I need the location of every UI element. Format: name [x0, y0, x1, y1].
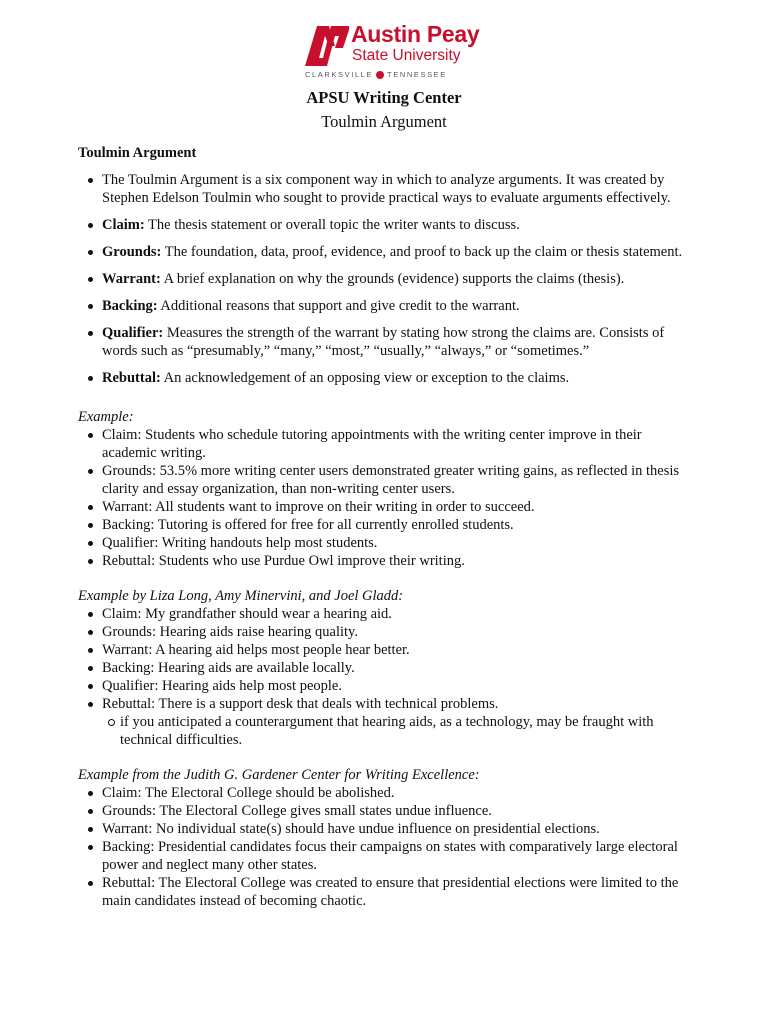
item-term: Grounds:	[102, 244, 162, 260]
list-item: Backing: Presidential candidates focus their campaigns on states with comparatively large electoral power and neglect many other states.	[78, 838, 698, 874]
list-item	[78, 171, 698, 207]
sub-list	[102, 713, 698, 749]
item-term: Warrant:	[102, 271, 161, 287]
list-item	[78, 324, 698, 360]
example-heading: Example:	[78, 409, 134, 425]
item-text: Additional reasons that support and give credit to the warrant.	[157, 298, 520, 314]
logo-location-dot-icon	[376, 71, 384, 79]
item-text: The thesis statement or overall topic the writer wants to discuss.	[144, 217, 520, 233]
list-item: Claim: Students who schedule tutoring appointments with the writing center improve in their academic writing.	[78, 426, 698, 462]
example-list	[78, 784, 698, 910]
logo-location-city: CLARKSVILLE	[305, 70, 374, 79]
page-title: APSU Writing Center	[306, 88, 462, 107]
list-item: Qualifier: Hearing aids help most people.	[78, 677, 698, 695]
list-item: Qualifier: Writing handouts help most students.	[78, 534, 698, 552]
logo-location	[305, 70, 470, 80]
page-subtitle: Toulmin Argument	[321, 112, 447, 131]
list-item	[78, 369, 698, 387]
item-term: Backing:	[102, 298, 158, 314]
list-item: Claim: My grandfather should wear a hearing aid.	[78, 605, 698, 623]
ap-logo-mark-icon	[305, 26, 349, 66]
list-item	[78, 695, 698, 749]
list-item: Rebuttal: The Electoral College was created to ensure that presidential elections were limited to the main candidates instead of becoming chaotic.	[78, 874, 698, 910]
example-heading: Example by Liza Long, Amy Minervini, and Joel Gladd:	[78, 588, 404, 604]
list-item	[78, 270, 698, 288]
section-heading: Toulmin Argument	[78, 145, 197, 161]
example-heading: Example from the Judith G. Gardener Center for Writing Excellence:	[78, 767, 480, 783]
item-term: Claim:	[102, 217, 145, 233]
list-item: Grounds: 53.5% more writing center users demonstrated greater writing gains, as reflected in thesis clarity and essay organization, than non-writing center users.	[78, 462, 698, 498]
list-item: Rebuttal: Students who use Purdue Owl improve their writing.	[78, 552, 698, 570]
example-list	[78, 426, 698, 570]
item-term: Qualifier:	[102, 325, 164, 341]
item-text: A brief explanation on why the grounds (evidence) supports the claims (thesis).	[160, 271, 625, 287]
list-item: Backing: Tutoring is offered for free for all currently enrolled students.	[78, 516, 698, 534]
item-text: The Toulmin Argument is a six component way in which to analyze arguments. It was created by Stephen Edelson Toulmin who sought to provide practical ways to evaluate arguments effectively.	[102, 172, 671, 206]
list-item: Backing: Hearing aids are available locally.	[78, 659, 698, 677]
item-term: Rebuttal:	[102, 370, 161, 386]
list-item: Claim: The Electoral College should be abolished.	[78, 784, 698, 802]
list-item: Grounds: Hearing aids raise hearing quality.	[78, 623, 698, 641]
university-logo	[305, 21, 480, 82]
list-item: Warrant: No individual state(s) should have undue influence on presidential elections.	[78, 820, 698, 838]
list-item: Warrant: A hearing aid helps most people hear better.	[78, 641, 698, 659]
logo-university-subtitle: State University	[352, 47, 461, 64]
item-text: The foundation, data, proof, evidence, and proof to back up the claim or thesis statement.	[161, 244, 683, 260]
logo-location-state: TENNESSEE	[387, 70, 447, 79]
list-item: Grounds: The Electoral College gives small states undue influence.	[78, 802, 698, 820]
list-item: Warrant: All students want to improve on their writing in order to succeed.	[78, 498, 698, 516]
item-text: Rebuttal: There is a support desk that deals with technical problems.	[102, 696, 499, 712]
document-body	[78, 144, 698, 910]
components-list	[78, 171, 698, 387]
sub-list-item: if you anticipated a counterargument that hearing aids, as a technology, may be fraught with technical difficulties.	[78, 713, 698, 749]
item-text: An acknowledgement of an opposing view or exception to the claims.	[160, 370, 570, 386]
item-text: Measures the strength of the warrant by stating how strong the claims are. Consists of words such as “presumably,” “many,” “most,” “usually,” “always,” or “sometimes.”	[102, 325, 665, 359]
example-list	[78, 605, 698, 749]
logo-university-name: Austin Peay	[351, 21, 480, 47]
list-item	[78, 243, 698, 261]
list-item	[78, 216, 698, 234]
list-item	[78, 297, 698, 315]
